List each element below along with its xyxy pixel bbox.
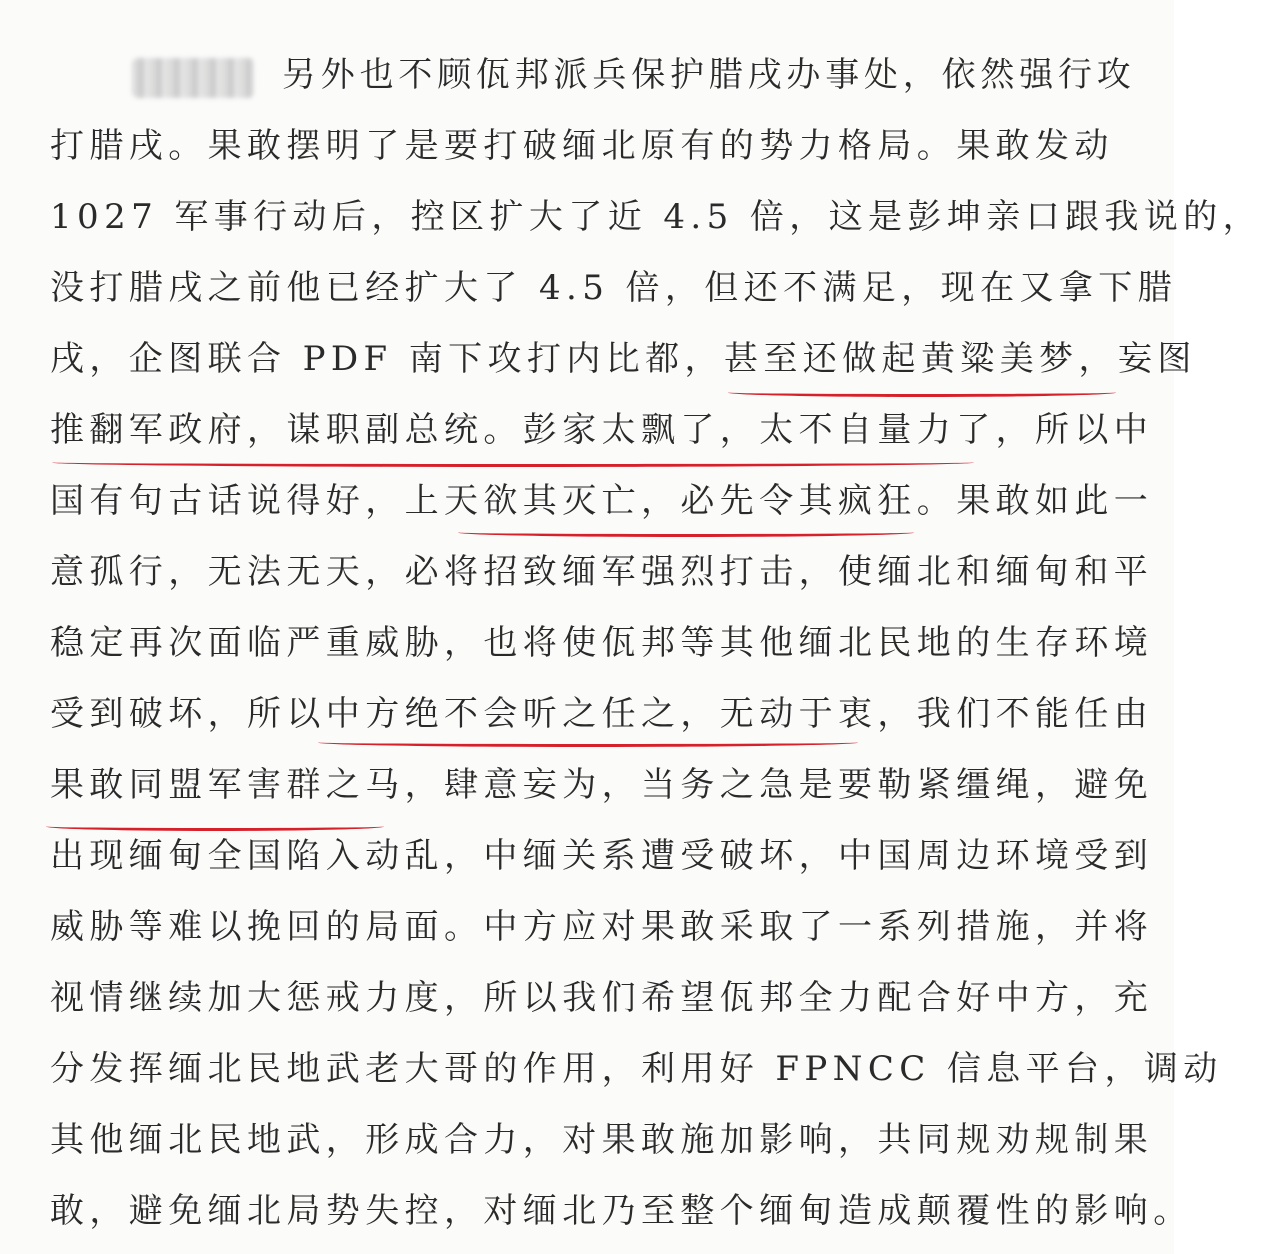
text-line: 1027 军事行动后，控区扩大了近 4.5 倍，这是彭坤亲口跟我说的， [50, 197, 1262, 237]
red-underline-annotation [46, 822, 384, 831]
text-line: 出现缅甸全国陷入动乱，中缅关系遭受破坏，中国周边环境受到 [50, 836, 1154, 876]
text-line: 戌，企图联合 PDF 南下攻打内比都，甚至还做起黄粱美梦，妄图 [50, 339, 1197, 379]
text-line: 其他缅北民地武，形成合力，对果敢施加影响，共同规劝规制果 [50, 1120, 1154, 1160]
text-line: 敢，避免缅北局势失控，对缅北乃至整个缅甸造成颠覆性的影响。 [50, 1191, 1193, 1231]
text-line: 果敢同盟军害群之马，肆意妄为，当务之急是要勒紧缰绳，避免 [50, 765, 1154, 805]
red-underline-annotation [52, 458, 974, 467]
red-underline-annotation [458, 528, 914, 537]
text-line: 另外也不顾佤邦派兵保护腊戌办事处，依然强行攻 [282, 55, 1136, 95]
red-underline-annotation [728, 388, 1116, 397]
text-line: 分发挥缅北民地武老大哥的作用，利用好 FPNCC 信息平台，调动 [50, 1049, 1223, 1089]
text-line: 视情继续加大惩戒力度，所以我们希望佤邦全力配合好中方，充 [50, 978, 1154, 1018]
text-line: 意孤行，无法无天，必将招致缅军强烈打击，使缅北和缅甸和平 [50, 552, 1154, 592]
text-line: 稳定再次面临严重威胁，也将使佤邦等其他缅北民地的生存环境 [50, 623, 1154, 663]
text-line: 没打腊戌之前他已经扩大了 4.5 倍，但还不满足，现在又拿下腊 [50, 268, 1178, 308]
text-line: 打腊戌。果敢摆明了是要打破缅北原有的势力格局。果敢发动 [50, 126, 1114, 166]
text-line: 国有句古话说得好，上天欲其灭亡，必先令其疯狂。果敢如此一 [50, 481, 1154, 521]
red-underline-annotation [318, 738, 858, 747]
text-line: 受到破坏，所以中方绝不会听之任之，无动于衷，我们不能任由 [50, 694, 1154, 734]
document-body [50, 40, 1262, 1247]
text-line: 威胁等难以挽回的局面。中方应对果敢采取了一系列措施，并将 [50, 907, 1154, 947]
text-line: 推翻军政府，谋职副总统。彭家太飘了，太不自量力了，所以中 [50, 410, 1154, 450]
